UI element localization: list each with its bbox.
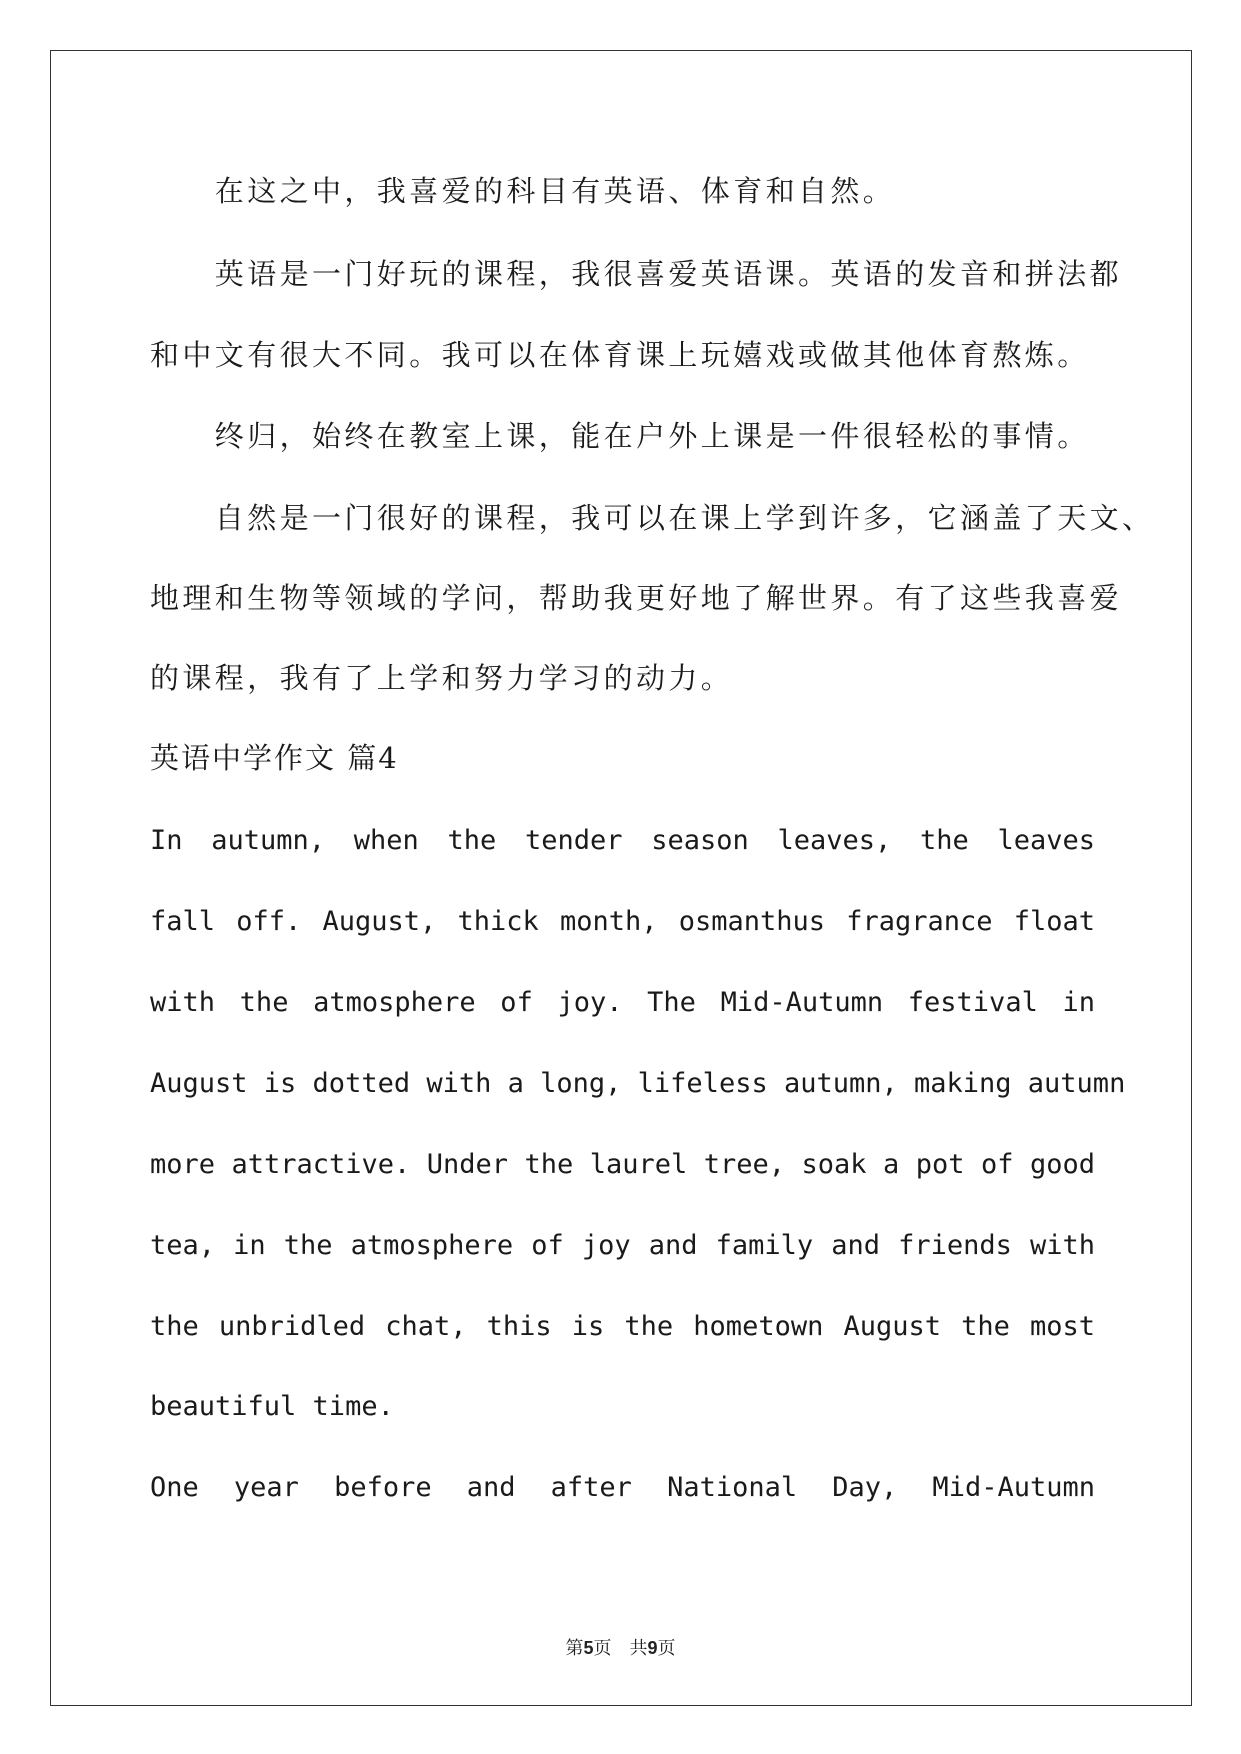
paragraph-line: 终归，始终在教室上课，能在户外上课是一件很轻松的事情。: [150, 419, 1090, 453]
footer-prefix: 第: [565, 1638, 584, 1659]
paragraph-line: 和中文有很大不同。我可以在体育课上玩嬉戏或做其他体育熬炼。: [150, 338, 1090, 372]
paragraph-line: August is dotted with a long, lifeless autumn, making autumn: [150, 1068, 1126, 1099]
paragraph-line: with the atmosphere of joy. The Mid-Autumn festival in: [150, 987, 1095, 1018]
paragraph-line: 自然是一门很好的课程，我可以在课上学到许多，它涵盖了天文、: [150, 501, 1155, 535]
paragraph-line: beautiful time.: [150, 1391, 394, 1422]
footer-mid: 页 共: [593, 1638, 648, 1659]
paragraph-line: more attractive. Under the laurel tree, soak a pot of good: [150, 1149, 1095, 1180]
paragraph-line: tea, in the atmosphere of joy and family and friends with: [150, 1230, 1095, 1261]
page-footer: [0, 1634, 1241, 1660]
paragraph-line: One year before and after National Day, Mid-Autumn: [150, 1472, 1095, 1503]
footer-suffix: 页: [657, 1638, 676, 1659]
paragraph-line: 在这之中，我喜爱的科目有英语、体育和自然。: [150, 174, 896, 208]
page-border: [50, 50, 1192, 1706]
paragraph-line: 的课程，我有了上学和努力学习的动力。: [150, 661, 734, 695]
paragraph-line: 英语是一门好玩的课程，我很喜爱英语课。英语的发音和拼法都: [150, 257, 1123, 291]
total-page-number: 9: [647, 1638, 658, 1658]
paragraph-line: fall off. August, thick month, osmanthus fragrance float: [150, 906, 1095, 937]
section-heading: 英语中学作文 篇4: [150, 741, 399, 775]
paragraph-line: In autumn, when the tender season leaves, the leaves: [150, 825, 1095, 856]
paragraph-line: the unbridled chat, this is the hometown August the most: [150, 1311, 1095, 1342]
paragraph-line: 地理和生物等领域的学问，帮助我更好地了解世界。有了这些我喜爱: [150, 581, 1123, 615]
current-page-number: 5: [583, 1638, 594, 1658]
